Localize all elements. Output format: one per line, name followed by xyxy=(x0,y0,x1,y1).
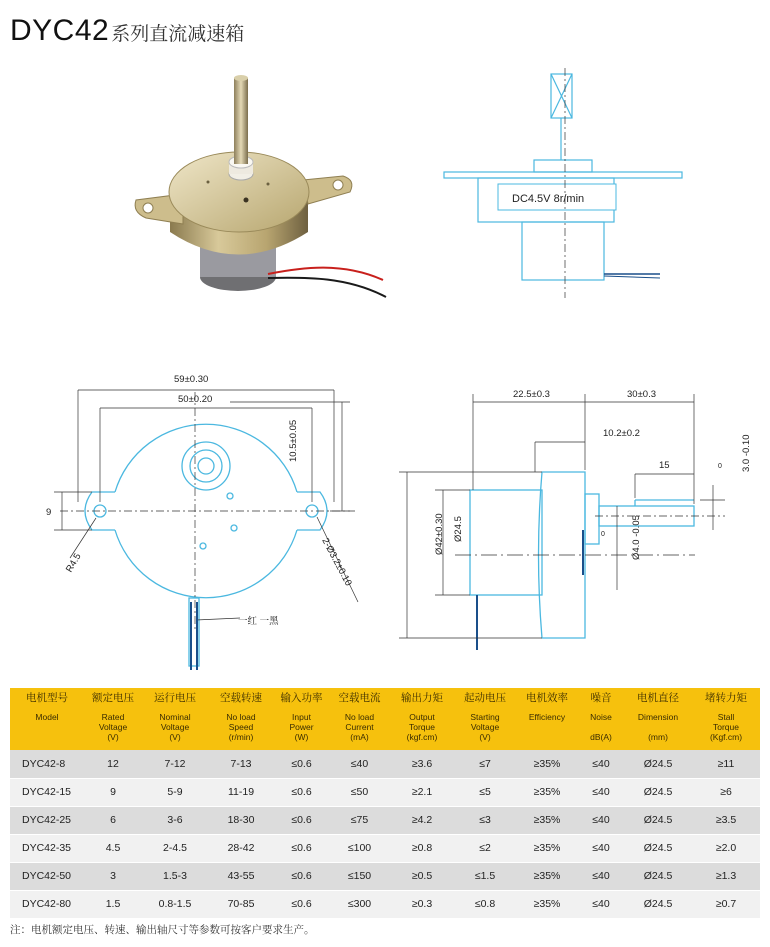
column-header-en: Rated Voltage (V) xyxy=(98,712,128,742)
column-header-en: Starting Voltage (V) xyxy=(470,712,500,742)
table-cell: ≥1.3 xyxy=(692,862,760,890)
table-cell: Ø24.5 xyxy=(624,890,692,918)
column-header-cn: 空载电流 xyxy=(338,692,381,704)
front-view-drawing xyxy=(40,362,370,674)
dim-body-depth: 22.5±0.3 xyxy=(513,389,550,400)
table-cell: ≥3.5 xyxy=(692,806,760,834)
column-header-en: Output Torque (kgf.cm) xyxy=(406,712,438,742)
column-header-en: No load Speed (r/min) xyxy=(226,712,256,742)
column-header xyxy=(208,688,274,750)
column-header-cn: 输出力矩 xyxy=(401,692,443,704)
table-cell: ≤0.6 xyxy=(274,750,329,778)
table-cell: ≤7 xyxy=(454,750,516,778)
model-name: DYC42 xyxy=(10,14,110,47)
table-cell: ≤40 xyxy=(578,750,624,778)
table-cell: ≤0.6 xyxy=(274,862,329,890)
column-header xyxy=(624,688,692,750)
table-cell: 3-6 xyxy=(142,806,208,834)
profile-view-drawing xyxy=(395,380,755,672)
column-header-cn: 噪音 xyxy=(590,692,612,704)
dim-shaft-dia-upper: 0 xyxy=(601,531,605,538)
column-header xyxy=(578,688,624,750)
column-header-en: Stall Torque (Kgf.cm) xyxy=(709,712,743,742)
table-cell: Ø24.5 xyxy=(624,778,692,806)
table-cell: ≥2.0 xyxy=(692,834,760,862)
column-header xyxy=(516,688,578,750)
table-cell: ≤40 xyxy=(578,890,624,918)
dim-shaft-length: 30±0.3 xyxy=(627,389,656,400)
table-cell: ≤40 xyxy=(578,862,624,890)
dim-flat-depth-upper: 0 xyxy=(718,463,722,470)
table-cell: DYC42-50 xyxy=(10,862,84,890)
table-cell: 43-55 xyxy=(208,862,274,890)
table-cell: 28-42 xyxy=(208,834,274,862)
column-header xyxy=(454,688,516,750)
dim-flat-length: 15 xyxy=(659,460,670,471)
spec-table xyxy=(10,688,760,919)
table-cell: DYC42-15 xyxy=(10,778,84,806)
table-cell: ≥3.6 xyxy=(390,750,454,778)
column-header-en: Model xyxy=(35,712,59,722)
table-cell: DYC42-80 xyxy=(10,890,84,918)
table-cell: 7-12 xyxy=(142,750,208,778)
table-row xyxy=(10,806,760,834)
column-header-cn: 空载转速 xyxy=(220,692,262,704)
column-header-en: Input Power (W) xyxy=(289,712,314,742)
table-cell: ≥0.8 xyxy=(390,834,454,862)
table-cell: 1.5 xyxy=(84,890,142,918)
table-cell: ≤0.6 xyxy=(274,806,329,834)
table-cell: 6 xyxy=(84,806,142,834)
table-cell: ≥35% xyxy=(516,862,578,890)
column-header-cn: 电机型号 xyxy=(26,692,68,704)
column-header-cn: 电机效率 xyxy=(526,692,568,704)
page-title xyxy=(10,14,244,48)
table-cell: ≥35% xyxy=(516,834,578,862)
table-cell: 11-19 xyxy=(208,778,274,806)
dim-ear-height: 9 xyxy=(46,507,52,518)
table-cell: Ø24.5 xyxy=(624,750,692,778)
dim-wires: 一红 一黑 xyxy=(238,616,279,627)
table-cell: ≥35% xyxy=(516,806,578,834)
table-cell: ≤0.6 xyxy=(274,890,329,918)
table-cell: 2-4.5 xyxy=(142,834,208,862)
table-cell: ≤50 xyxy=(329,778,390,806)
dim-overall-width: 59±0.30 xyxy=(174,374,209,385)
table-cell: 7-13 xyxy=(208,750,274,778)
column-header-en: Noise dB(A) xyxy=(590,712,612,742)
table-cell: ≥35% xyxy=(516,890,578,918)
table-cell: ≤1.5 xyxy=(454,862,516,890)
column-header xyxy=(329,688,390,750)
dim-outer-dia: Ø42±0.30 xyxy=(434,513,445,555)
dim-boss-length: 10.2±0.2 xyxy=(603,428,640,439)
table-row xyxy=(10,890,760,918)
table-cell: ≤75 xyxy=(329,806,390,834)
column-header-cn: 起动电压 xyxy=(464,692,506,704)
table-cell: ≤40 xyxy=(578,806,624,834)
table-cell: ≥6 xyxy=(692,778,760,806)
table-row xyxy=(10,862,760,890)
dim-hole-offset: 10.5±0.05 xyxy=(288,419,299,462)
column-header-en: Efficiency xyxy=(528,712,566,722)
column-header-cn: 堵转力矩 xyxy=(705,692,747,704)
table-cell: 9 xyxy=(84,778,142,806)
table-cell: ≤300 xyxy=(329,890,390,918)
series-subtitle: 系列直流减速箱 xyxy=(111,23,245,45)
column-header xyxy=(84,688,142,750)
table-cell: 0.8-1.5 xyxy=(142,890,208,918)
table-cell: ≤0.8 xyxy=(454,890,516,918)
table-cell: 3 xyxy=(84,862,142,890)
dim-flat-depth: 3.0 -0.10 xyxy=(741,434,752,472)
table-cell: DYC42-25 xyxy=(10,806,84,834)
dim-hole-spacing: 50±0.20 xyxy=(178,394,213,405)
column-header-cn: 运行电压 xyxy=(154,692,196,704)
table-cell: 70-85 xyxy=(208,890,274,918)
table-cell: ≤40 xyxy=(329,750,390,778)
table-cell: ≤40 xyxy=(578,778,624,806)
column-header-en: Dimension (mm) xyxy=(637,712,679,742)
column-header-cn: 电机直径 xyxy=(637,692,679,704)
table-cell: ≤40 xyxy=(578,834,624,862)
table-cell: ≤3 xyxy=(454,806,516,834)
column-header-cn: 输入功率 xyxy=(280,692,323,704)
table-cell: DYC42-8 xyxy=(10,750,84,778)
table-cell: 1.5-3 xyxy=(142,862,208,890)
column-header xyxy=(390,688,454,750)
table-cell: Ø24.5 xyxy=(624,834,692,862)
column-header-cn: 额定电压 xyxy=(92,692,134,704)
column-header xyxy=(10,688,84,750)
dim-radius: R4.5 xyxy=(64,551,84,575)
table-cell: 5-9 xyxy=(142,778,208,806)
dim-holes: 2-Ø3.2±0.10 xyxy=(319,536,354,588)
footnote: 注：电机额定电压、转速、输出轴尺寸等参数可按客户要求生产。 xyxy=(10,924,315,936)
column-header xyxy=(692,688,760,750)
table-row xyxy=(10,778,760,806)
side-view-label: DC4.5V 8r/min xyxy=(512,193,585,205)
table-cell: ≤5 xyxy=(454,778,516,806)
table-cell: ≥35% xyxy=(516,778,578,806)
column-header-en: Nominal Voltage (V) xyxy=(159,712,191,742)
table-cell: ≤2 xyxy=(454,834,516,862)
table-cell: 18-30 xyxy=(208,806,274,834)
column-header xyxy=(142,688,208,750)
table-cell: ≥0.3 xyxy=(390,890,454,918)
table-row xyxy=(10,834,760,862)
table-cell: Ø24.5 xyxy=(624,806,692,834)
table-cell: ≤100 xyxy=(329,834,390,862)
table-cell: ≥0.7 xyxy=(692,890,760,918)
table-cell: ≤0.6 xyxy=(274,834,329,862)
table-cell: DYC42-35 xyxy=(10,834,84,862)
table-cell: 12 xyxy=(84,750,142,778)
table-cell: ≥2.1 xyxy=(390,778,454,806)
side-view-drawing xyxy=(440,68,690,300)
table-cell: ≥0.5 xyxy=(390,862,454,890)
table-cell: Ø24.5 xyxy=(624,862,692,890)
table-row xyxy=(10,750,760,778)
table-cell: ≥11 xyxy=(692,750,760,778)
column-header xyxy=(274,688,329,750)
gear-motor-photo xyxy=(128,72,390,304)
table-cell: ≤0.6 xyxy=(274,778,329,806)
table-cell: 4.5 xyxy=(84,834,142,862)
table-cell: ≥35% xyxy=(516,750,578,778)
table-cell: ≤150 xyxy=(329,862,390,890)
table-header-row xyxy=(10,688,760,750)
dim-shaft-dia: Ø4.0 -0.05 xyxy=(631,515,642,560)
dim-inner-dia: Ø24.5 xyxy=(453,516,464,542)
column-header-en: No load Current (mA) xyxy=(344,712,375,742)
table-cell: ≥4.2 xyxy=(390,806,454,834)
